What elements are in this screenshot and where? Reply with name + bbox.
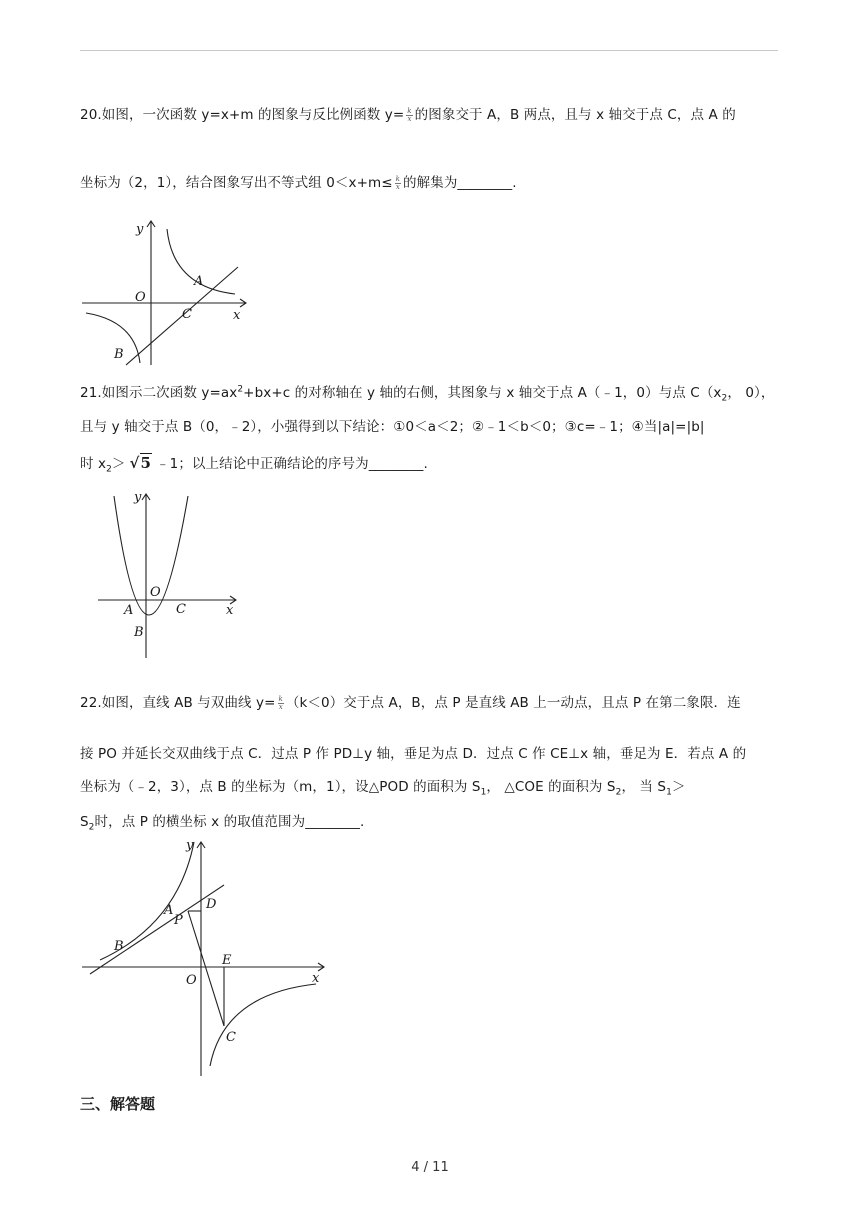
- q21-sqrt: [130, 454, 153, 472]
- fraction-denominator: x: [278, 702, 283, 711]
- q21-line-3: [80, 454, 428, 473]
- q22-text-3c: ， 当 S: [621, 779, 667, 795]
- q22-subscript-2: 2: [615, 787, 622, 798]
- q22-subscript-1: 1: [480, 787, 487, 798]
- q20-label-c: C: [182, 307, 192, 322]
- q20-label-x: x: [233, 308, 241, 323]
- q21-figure: [94, 486, 244, 662]
- q22-text-4a: S: [80, 814, 89, 830]
- q22-text-3b: ， △COE 的面积为 S: [486, 779, 616, 795]
- q22-label-o: O: [186, 973, 197, 988]
- q21-text-1b: +bx+c 的对称轴在 y 轴的右侧，其图象与 x 轴交于点 A（﹣1，0）与点 C（x: [243, 385, 722, 401]
- q20-text-1a: 20.如图，一次函数 y=x+m 的图象与反比例函数 y=: [80, 107, 405, 123]
- q20-label-o: O: [135, 290, 146, 305]
- page-number: 4 / 11: [411, 1160, 449, 1175]
- q22-label-x: x: [312, 971, 320, 986]
- q22-label-d: D: [206, 897, 217, 912]
- q22-text-1a: 22.如图，直线 AB 与双曲线 y=: [80, 695, 276, 711]
- fraction-numerator: k: [407, 106, 412, 115]
- q20-text-1b: 的图象交于 A，B 两点，且与 x 轴交于点 C，点 A 的: [414, 107, 736, 123]
- q20-label-y: y: [136, 222, 144, 237]
- q22-label-a: A: [164, 903, 174, 918]
- q21-line-2: [80, 418, 705, 436]
- q22-label-y: y: [186, 838, 194, 853]
- q22-line-1: [80, 694, 741, 712]
- section-title: 三、解答题: [80, 1095, 156, 1113]
- q22-text-3d: ＞: [671, 779, 686, 795]
- q20-fraction-2: [395, 176, 401, 191]
- q21-line-1: [80, 384, 774, 402]
- fraction-denominator: x: [407, 114, 412, 123]
- q20-figure: [78, 215, 250, 370]
- q22-line-pc: [188, 911, 224, 1026]
- q22-label-b: B: [114, 939, 124, 954]
- q22-text-2: 接 PO 并延长交双曲线于点 C．过点 P 作 PD⊥y 轴，垂足为点 D．过点 C 作 CE⊥x 轴，垂足为 E．若点 A 的: [80, 746, 747, 762]
- q20-line-1: [80, 106, 736, 124]
- q21-label-b: B: [134, 625, 144, 640]
- q20-line-2: [80, 174, 517, 192]
- q22-text-3a: 坐标为（﹣2，3），点 B 的坐标为（m，1），设△POD 的面积为 S: [80, 779, 481, 795]
- q21-text-1a: 21.如图示二次函数 y=ax: [80, 385, 238, 401]
- q20-text-2a: 坐标为（2，1），结合图象写出不等式组 0＜x+m≤: [80, 175, 393, 191]
- q22-subscript-4: 2: [88, 822, 95, 833]
- q22-label-e: E: [222, 953, 232, 968]
- fraction-denominator: x: [395, 182, 400, 191]
- q21-subscript: 2: [721, 393, 728, 404]
- q21-text-2: 且与 y 轴交于点 B（0，﹣2），小强得到以下结论：①0＜a＜2；②﹣1＜b＜0；③c=﹣1；④当|a|=|b|: [80, 419, 705, 435]
- q22-hyperbola-right: [210, 984, 316, 1066]
- q21-text-3b: ＞: [111, 456, 126, 472]
- q22-label-p: P: [174, 913, 183, 928]
- q21-superscript: 2: [237, 384, 244, 395]
- q20-label-a: A: [194, 274, 204, 289]
- q22-text-4b: 时，点 P 的横坐标 x 的取值范围为________.: [94, 814, 365, 830]
- q20-fraction-1: [406, 108, 412, 123]
- q21-subscript-2: 2: [106, 464, 112, 475]
- q21-label-c: C: [176, 602, 186, 617]
- q20-hyperbola-left: [86, 313, 140, 363]
- q20-text-2b: 的解集为________.: [403, 175, 517, 191]
- q22-figure: [78, 834, 330, 1080]
- q21-text-3a: 时 x: [80, 456, 107, 472]
- q22-line-3: [80, 778, 686, 796]
- q21-label-o: O: [150, 585, 161, 600]
- q20-label-b: B: [114, 347, 124, 362]
- sqrt-symbol: √: [129, 454, 140, 472]
- header-rule: [80, 50, 778, 51]
- q22-subscript-3: 1: [666, 787, 672, 798]
- q21-label-y: y: [134, 490, 142, 505]
- q21-label-x: x: [226, 603, 234, 618]
- fraction-numerator: k: [278, 694, 283, 703]
- fraction-numerator: k: [395, 174, 401, 183]
- q22-label-c: C: [226, 1030, 236, 1045]
- sqrt-radicand: 5: [140, 454, 152, 472]
- q22-text-1b: （k＜0）交于点 A，B，点 P 是直线 AB 上一动点，且点 P 在第二象限．连: [285, 695, 741, 711]
- q22-fraction: [278, 696, 284, 711]
- q22-line-4: [80, 813, 364, 831]
- q22-line-2: [80, 745, 746, 763]
- q21-label-a: A: [124, 603, 134, 618]
- q21-text-3c: ﹣1；以上结论中正确结论的序号为________.: [156, 456, 428, 472]
- q21-text-1c: ， 0），: [727, 385, 775, 401]
